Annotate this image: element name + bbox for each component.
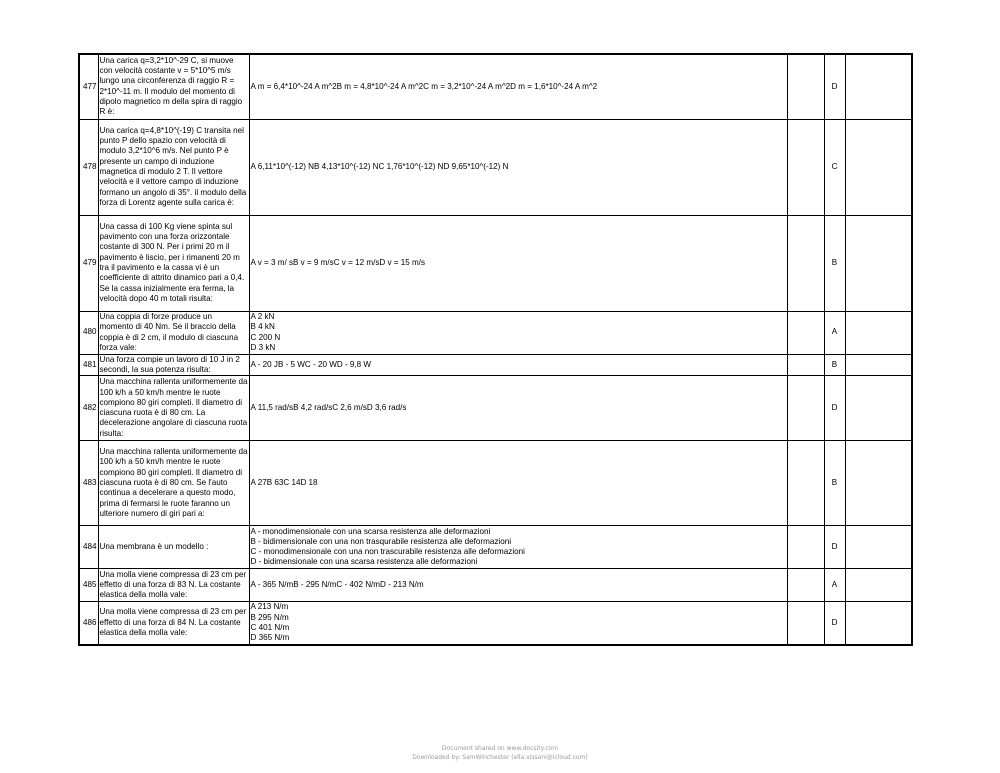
empty-cell bbox=[845, 526, 912, 569]
empty-cell bbox=[845, 602, 912, 645]
answer-options: A 2 kN B 4 kN C 200 N D 3 kN bbox=[249, 311, 787, 354]
correct-answer: D bbox=[824, 602, 845, 645]
row-number: 480 bbox=[79, 311, 98, 354]
empty-cell bbox=[787, 311, 824, 354]
answer-options: A - monodimensionale con una scarsa resistenza alle deformazioni B - bidimensionale con una non trasqurabile resistenza alle deformazioni C - monodimensionale con una non trascurabile resistenza alle deformazioni D - bidimensionale con una scarsa resistenza alle deformazioni bbox=[249, 526, 787, 569]
table-row bbox=[79, 526, 912, 569]
answer-options: A v = 3 m/ sB v = 9 m/sC v = 12 m/sD v = 15 m/s bbox=[249, 215, 787, 311]
empty-cell bbox=[845, 119, 912, 215]
question-text: Una cassa di 100 Kg viene spinta sul pavimento con una forza orizzontale costante di 300 N. Per i primi 20 m il pavimento è liscio, per i rimanenti 20 m tra il pavimento e la cassa vi è un coefficiente di attrito dinamico pari a 0,4. Se la cassa inizialmente era ferma, la velocità dopo 40 m totali risulta: bbox=[98, 215, 249, 311]
correct-answer: D bbox=[824, 526, 845, 569]
question-text: Una carica q=3,2*10^-29 C, si muove con velocità costante v = 5*10^5 m/s lungo una circonferenza di raggio R = 2*10^-11 m. Il modulo del momento di dipolo magnetico m della spira di raggio R è: bbox=[98, 54, 249, 119]
answer-options: A 6,11*10^(-12) NB 4,13*10^(-12) NC 1,76*10^(-12) ND 9,65*10^(-12) N bbox=[249, 119, 787, 215]
empty-cell bbox=[787, 376, 824, 441]
table-row bbox=[79, 376, 912, 441]
row-number: 486 bbox=[79, 602, 98, 645]
question-text: Una molla viene compressa di 23 cm per effetto di una forza di 84 N. La costante elastica della molla vale: bbox=[98, 602, 249, 645]
row-number: 477 bbox=[79, 54, 98, 119]
empty-cell bbox=[845, 441, 912, 526]
row-number: 479 bbox=[79, 215, 98, 311]
table-row bbox=[79, 602, 912, 645]
empty-cell bbox=[787, 526, 824, 569]
empty-cell bbox=[787, 441, 824, 526]
question-text: Una membrana è un modello : bbox=[98, 526, 249, 569]
question-text: Una macchina rallenta uniformemente da 100 k/h a 50 km/h mentre le ruote compiono 80 giri completi. Il diametro di ciascuna ruota è di 80 cm. Se l'auto continua a decelerare a questo modo, prima di fermarsi le ruote faranno un ulteriore numero di giri pari a: bbox=[98, 441, 249, 526]
correct-answer: C bbox=[824, 119, 845, 215]
row-number: 478 bbox=[79, 119, 98, 215]
empty-cell bbox=[787, 569, 824, 602]
table-row bbox=[79, 441, 912, 526]
correct-answer: A bbox=[824, 311, 845, 354]
row-number: 482 bbox=[79, 376, 98, 441]
table-row bbox=[79, 215, 912, 311]
question-table bbox=[78, 53, 913, 646]
answer-options: A - 365 N/mB - 295 N/mC - 402 N/mD - 213 N/m bbox=[249, 569, 787, 602]
correct-answer: D bbox=[824, 376, 845, 441]
row-number: 483 bbox=[79, 441, 98, 526]
empty-cell bbox=[787, 602, 824, 645]
answer-options: A - 20 JB - 5 WC - 20 WD - 9,8 W bbox=[249, 354, 787, 376]
row-number: 481 bbox=[79, 354, 98, 376]
empty-cell bbox=[845, 54, 912, 119]
question-text: Una forza compie un lavoro di 10 J in 2 secondi, la sua potenza risulta: bbox=[98, 354, 249, 376]
question-text: Una carica q=4,8*10^(-19) C transita nel punto P dello spazio con velocità di modulo 3,2*10^6 m/s. Nel punto P è presente un campo di induzione magnetica di modulo 2 T. Il vettore velocità e il vettore campo di induzione formano un angolo di 35°. il modulo della forza di Lorentz agente sulla carica è: bbox=[98, 119, 249, 215]
empty-cell bbox=[787, 119, 824, 215]
answer-options: A 213 N/m B 295 N/m C 401 N/m D 365 N/m bbox=[249, 602, 787, 645]
correct-answer: A bbox=[824, 569, 845, 602]
answer-options: A 27B 63C 14D 18 bbox=[249, 441, 787, 526]
table-row bbox=[79, 569, 912, 602]
empty-cell bbox=[845, 376, 912, 441]
empty-cell bbox=[787, 54, 824, 119]
question-text: Una molla viene compressa di 23 cm per effetto di una forza di 83 N. La costante elastica della molla vale: bbox=[98, 569, 249, 602]
correct-answer: D bbox=[824, 54, 845, 119]
correct-answer: B bbox=[824, 215, 845, 311]
empty-cell bbox=[845, 354, 912, 376]
answer-options: A 11,5 rad/sB 4,2 rad/sC 2,6 m/sD 3,6 rad/s bbox=[249, 376, 787, 441]
empty-cell bbox=[845, 569, 912, 602]
table-row bbox=[79, 311, 912, 354]
empty-cell bbox=[787, 215, 824, 311]
empty-cell bbox=[845, 311, 912, 354]
empty-cell bbox=[845, 215, 912, 311]
table-row bbox=[79, 54, 912, 119]
question-text: Una coppia di forze produce un momento di 40 Nm. Se il braccio della coppia è di 2 cm, il modulo di ciascuna forza vale: bbox=[98, 311, 249, 354]
row-number: 485 bbox=[79, 569, 98, 602]
download-notice: Downloaded by: SamWinchester (ella.vissani@icloud.com) bbox=[412, 754, 588, 761]
table-row bbox=[79, 354, 912, 376]
empty-cell bbox=[787, 354, 824, 376]
table-row bbox=[79, 119, 912, 215]
correct-answer: B bbox=[824, 441, 845, 526]
correct-answer: B bbox=[824, 354, 845, 376]
row-number: 484 bbox=[79, 526, 98, 569]
answer-options: A m = 6,4*10^-24 A m^2B m = 4,8*10^-24 A m^2C m = 3,2*10^-24 A m^2D m = 1,6*10^-24 A m^2 bbox=[249, 54, 787, 119]
docsity-share-notice: Document shared on www.docsity.com bbox=[441, 745, 559, 752]
question-text: Una macchina rallenta uniformemente da 100 k/h a 50 km/h mentre le ruote compiono 80 giri completi. Il diametro di ciascuna ruota è di 80 cm. La decelerazione angolare di ciascuna ruota risulta: bbox=[98, 376, 249, 441]
